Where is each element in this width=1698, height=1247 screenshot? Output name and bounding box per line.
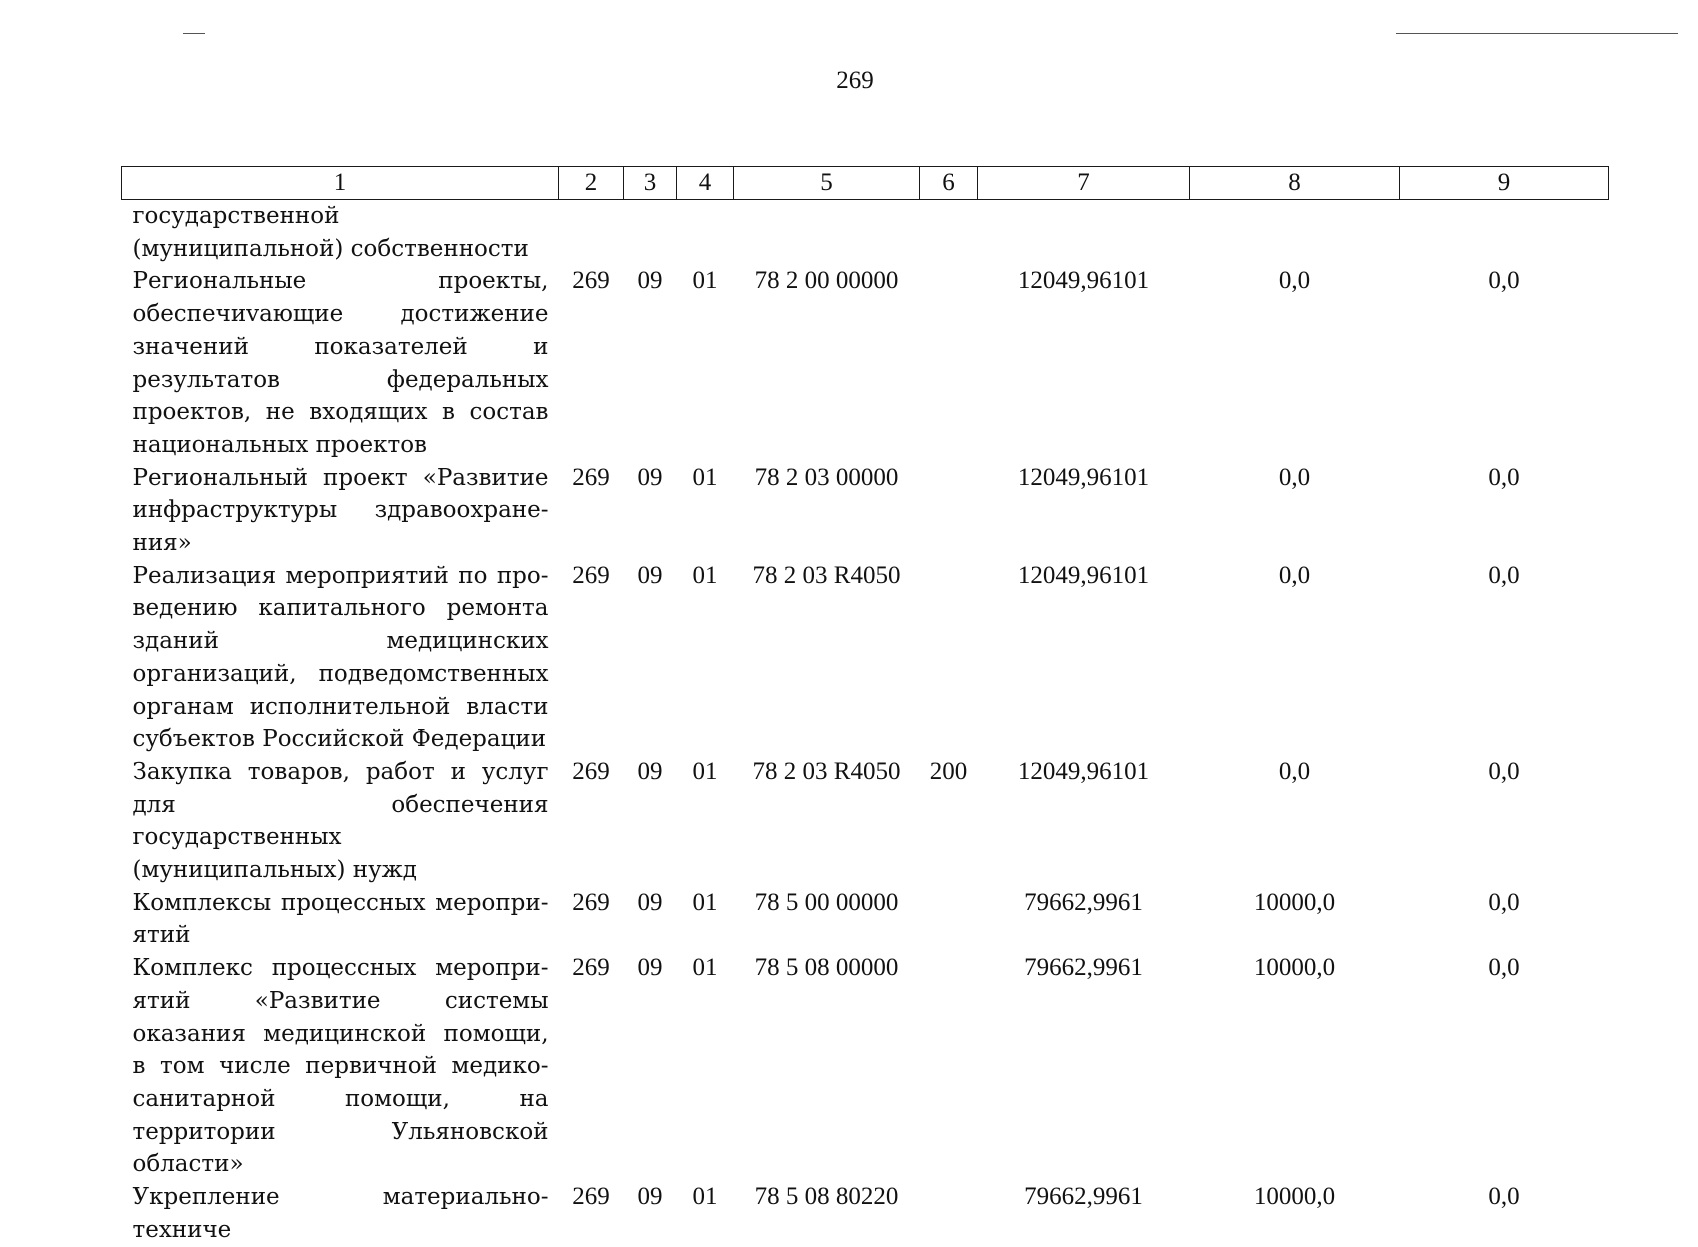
row-name: Региональный проект «Развитие инфраструктуры здравоохранения»	[132, 464, 549, 557]
row-col6: 200	[929, 757, 968, 785]
row-col9: 0,0	[1488, 463, 1520, 491]
header-col-6: 6	[920, 167, 978, 200]
row-col5: 78 5 08 00000	[754, 954, 899, 982]
row-col2: 269	[572, 954, 610, 982]
row-col2	[559, 200, 624, 266]
table-row	[122, 560, 1609, 756]
row-col8: 10000,0	[1253, 1183, 1336, 1211]
row-col6	[920, 200, 978, 266]
row-name: государственной (муниципальной) собственности	[132, 203, 529, 262]
table-row	[122, 756, 1609, 887]
table-row	[122, 200, 1609, 266]
table-header	[122, 167, 1609, 200]
row-col2: 269	[572, 267, 610, 295]
row-col3: 09	[637, 757, 663, 785]
row-col4: 01	[692, 267, 718, 295]
table-row	[122, 265, 1609, 461]
header-col-3: 3	[624, 167, 677, 200]
header-col-7: 7	[978, 167, 1190, 200]
row-col4: 01	[692, 1183, 718, 1211]
row-col8: 0,0	[1278, 757, 1311, 785]
scan-artifact-line	[1396, 33, 1678, 34]
header-row	[122, 167, 1609, 200]
row-col3: 09	[637, 1183, 663, 1211]
row-col8: 0,0	[1278, 267, 1311, 295]
row-col4: 01	[692, 757, 718, 785]
row-col6	[920, 887, 978, 952]
row-col6	[920, 1181, 978, 1246]
row-col7: 12049,96101	[1017, 561, 1150, 589]
row-col7: 79662,9961	[1024, 1183, 1143, 1211]
header-col-5: 5	[734, 167, 920, 200]
row-col9: 0,0	[1488, 954, 1520, 982]
row-col9: 0,0	[1488, 1183, 1520, 1211]
row-col9: 0,0	[1488, 757, 1520, 785]
table-row	[122, 1181, 1609, 1246]
row-col3: 09	[637, 954, 663, 982]
row-col4: 01	[692, 954, 718, 982]
row-col8: 0,0	[1278, 463, 1311, 491]
row-col7: 12049,96101	[1017, 463, 1150, 491]
table-body	[122, 200, 1609, 1247]
row-col3: 09	[637, 463, 663, 491]
row-col8: 10000,0	[1253, 954, 1336, 982]
row-col3: 09	[637, 888, 663, 916]
row-col2: 269	[572, 561, 610, 589]
table-row	[122, 887, 1609, 952]
header-col-2: 2	[559, 167, 624, 200]
row-col2: 269	[572, 463, 610, 491]
row-col2: 269	[572, 1183, 610, 1211]
row-col6	[920, 952, 978, 1181]
row-col3	[624, 200, 677, 266]
row-col5	[734, 200, 920, 266]
row-col7: 12049,96101	[1017, 757, 1150, 785]
row-name: Укрепление материально-техниче	[132, 1184, 549, 1243]
row-col8: 0,0	[1278, 561, 1311, 589]
row-name: Закупка товаров, работ и услуг для обеспечения государственных (муниципальных) нужд	[132, 758, 549, 884]
row-col2: 269	[572, 888, 610, 916]
row-col4: 01	[692, 561, 718, 589]
table-row	[122, 462, 1609, 560]
row-col8	[1190, 200, 1400, 266]
row-col4: 01	[692, 463, 718, 491]
row-col5: 78 5 08 80220	[754, 1183, 899, 1211]
row-col9: 0,0	[1488, 267, 1520, 295]
row-col7: 79662,9961	[1024, 888, 1143, 916]
row-col6	[920, 265, 978, 461]
row-col6	[920, 462, 978, 560]
row-col3: 09	[637, 561, 663, 589]
row-col6	[920, 560, 978, 756]
row-col5: 78 5 00 00000	[754, 888, 899, 916]
header-col-4: 4	[677, 167, 734, 200]
row-col4	[677, 200, 734, 266]
row-col7	[978, 200, 1190, 266]
row-col9: 0,0	[1488, 888, 1520, 916]
row-name: Комплекс процессных мероприятий «Развитие системы оказания медицинской помощи, в том числе первичной медико-санитарной помощи, на территории Ульяновской области»	[132, 955, 549, 1178]
budget-table	[121, 166, 1609, 1247]
row-col8: 10000,0	[1253, 888, 1336, 916]
scan-artifact-line	[183, 33, 205, 34]
row-col5: 78 2 03 R4050	[752, 561, 901, 589]
row-name: Региональные проекты, обеспечиvающие достижение значений показателей и результатов федеральных проектов, не входящих в состав национальных проектов	[132, 268, 549, 458]
row-col2: 269	[572, 757, 610, 785]
page-number: 269	[836, 67, 874, 94]
header-col-1: 1	[122, 167, 559, 200]
header-col-9: 9	[1400, 167, 1609, 200]
table-row	[122, 952, 1609, 1181]
row-col7: 12049,96101	[1017, 267, 1150, 295]
row-col5: 78 2 03 00000	[754, 463, 899, 491]
row-col9	[1400, 200, 1609, 266]
row-name: Реализация мероприятий по проведению капитального ремонта зданий медицинских организаций, подведомственных органам исполнительной власти субъектов Российской Федерации	[132, 562, 549, 753]
row-col3: 09	[637, 267, 663, 295]
row-col5: 78 2 00 00000	[754, 267, 899, 295]
row-col7: 79662,9961	[1024, 954, 1143, 982]
row-col9: 0,0	[1488, 561, 1520, 589]
row-col5: 78 2 03 R4050	[752, 757, 901, 785]
header-col-8: 8	[1190, 167, 1400, 200]
row-name: Комплексы процессных мероприятий	[132, 889, 549, 949]
row-col4: 01	[692, 888, 718, 916]
